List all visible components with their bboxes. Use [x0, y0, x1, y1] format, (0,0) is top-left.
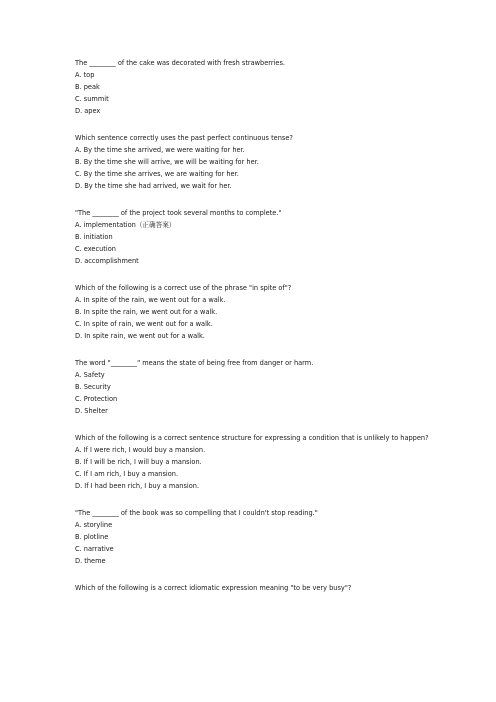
question-stem: The word "________" means the state of being free from danger or harm.: [75, 358, 314, 367]
question-block: [75, 582, 435, 594]
answer-option: C. narrative: [75, 545, 114, 554]
answer-option: B. plotline: [75, 533, 109, 541]
answer-option: B. initiation: [75, 233, 113, 242]
answer-option: B. If I will be rich, I will buy a mansion.: [75, 458, 202, 467]
answer-option: A. In spite of the rain, we went out for a walk.: [75, 296, 226, 304]
answer-option: D. theme: [75, 557, 106, 566]
question-block: [75, 507, 435, 567]
answer-option: C. Protection: [75, 395, 118, 404]
question-stem: Which of the following is a correct use of the phrase "in spite of"?: [75, 283, 292, 292]
answer-option: B. peak: [75, 83, 100, 92]
answer-option: D. accomplishment: [75, 257, 139, 266]
answer-option: A. If I were rich, I would buy a mansion.: [75, 445, 206, 454]
question-stem: "The ________ of the book was so compelling that I couldn't stop reading.": [75, 508, 318, 517]
answer-option: D. If I had been rich, I buy a mansion.: [75, 482, 200, 491]
answer-option: D. apex: [75, 107, 101, 116]
answer-option: C. execution: [75, 245, 116, 254]
question-block: [75, 57, 435, 117]
answer-option: D. In spite rain, we went out for a walk.: [75, 332, 205, 341]
answer-option: A. top: [75, 71, 95, 80]
answer-option: C. In spite of rain, we went out for a walk.: [75, 320, 213, 329]
question-stem: The ________ of the cake was decorated with fresh strawberries.: [75, 59, 286, 67]
answer-option: A. Safety: [75, 370, 105, 379]
answer-option: B. By the time she will arrive, we will be waiting for her.: [75, 158, 259, 167]
answer-option: C. If I am rich, I buy a mansion.: [75, 470, 179, 479]
question-block: [75, 357, 435, 417]
answer-option: A. By the time she arrived, we were waiting for her.: [75, 146, 245, 155]
question-block: [75, 132, 435, 192]
question-block: [75, 282, 435, 342]
question-stem: "The ________ of the project took several months to complete.": [75, 208, 282, 217]
answer-option: A. implementation（正确答案）: [75, 221, 176, 230]
question-block: [75, 207, 435, 267]
question-block: [75, 432, 435, 492]
question-stem: Which of the following is a correct idiomatic expression meaning "to be very busy"?: [75, 583, 352, 592]
question-stem: Which sentence correctly uses the past perfect continuous tense?: [75, 133, 293, 142]
answer-option: A. storyline: [75, 520, 113, 529]
answer-option: B. In spite the rain, we went out for a walk.: [75, 308, 218, 317]
question-stem: Which of the following is a correct sentence structure for expressing a condition that is unlikely to happen?: [75, 433, 429, 442]
answer-option: D. Shelter: [75, 407, 108, 416]
answer-option: C. summit: [75, 95, 109, 104]
answer-option: B. Security: [75, 383, 111, 392]
answer-option: D. By the time she had arrived, we wait for her.: [75, 182, 232, 191]
answer-option: C. By the time she arrives, we are waiting for her.: [75, 170, 239, 179]
question-list: [75, 57, 435, 608]
